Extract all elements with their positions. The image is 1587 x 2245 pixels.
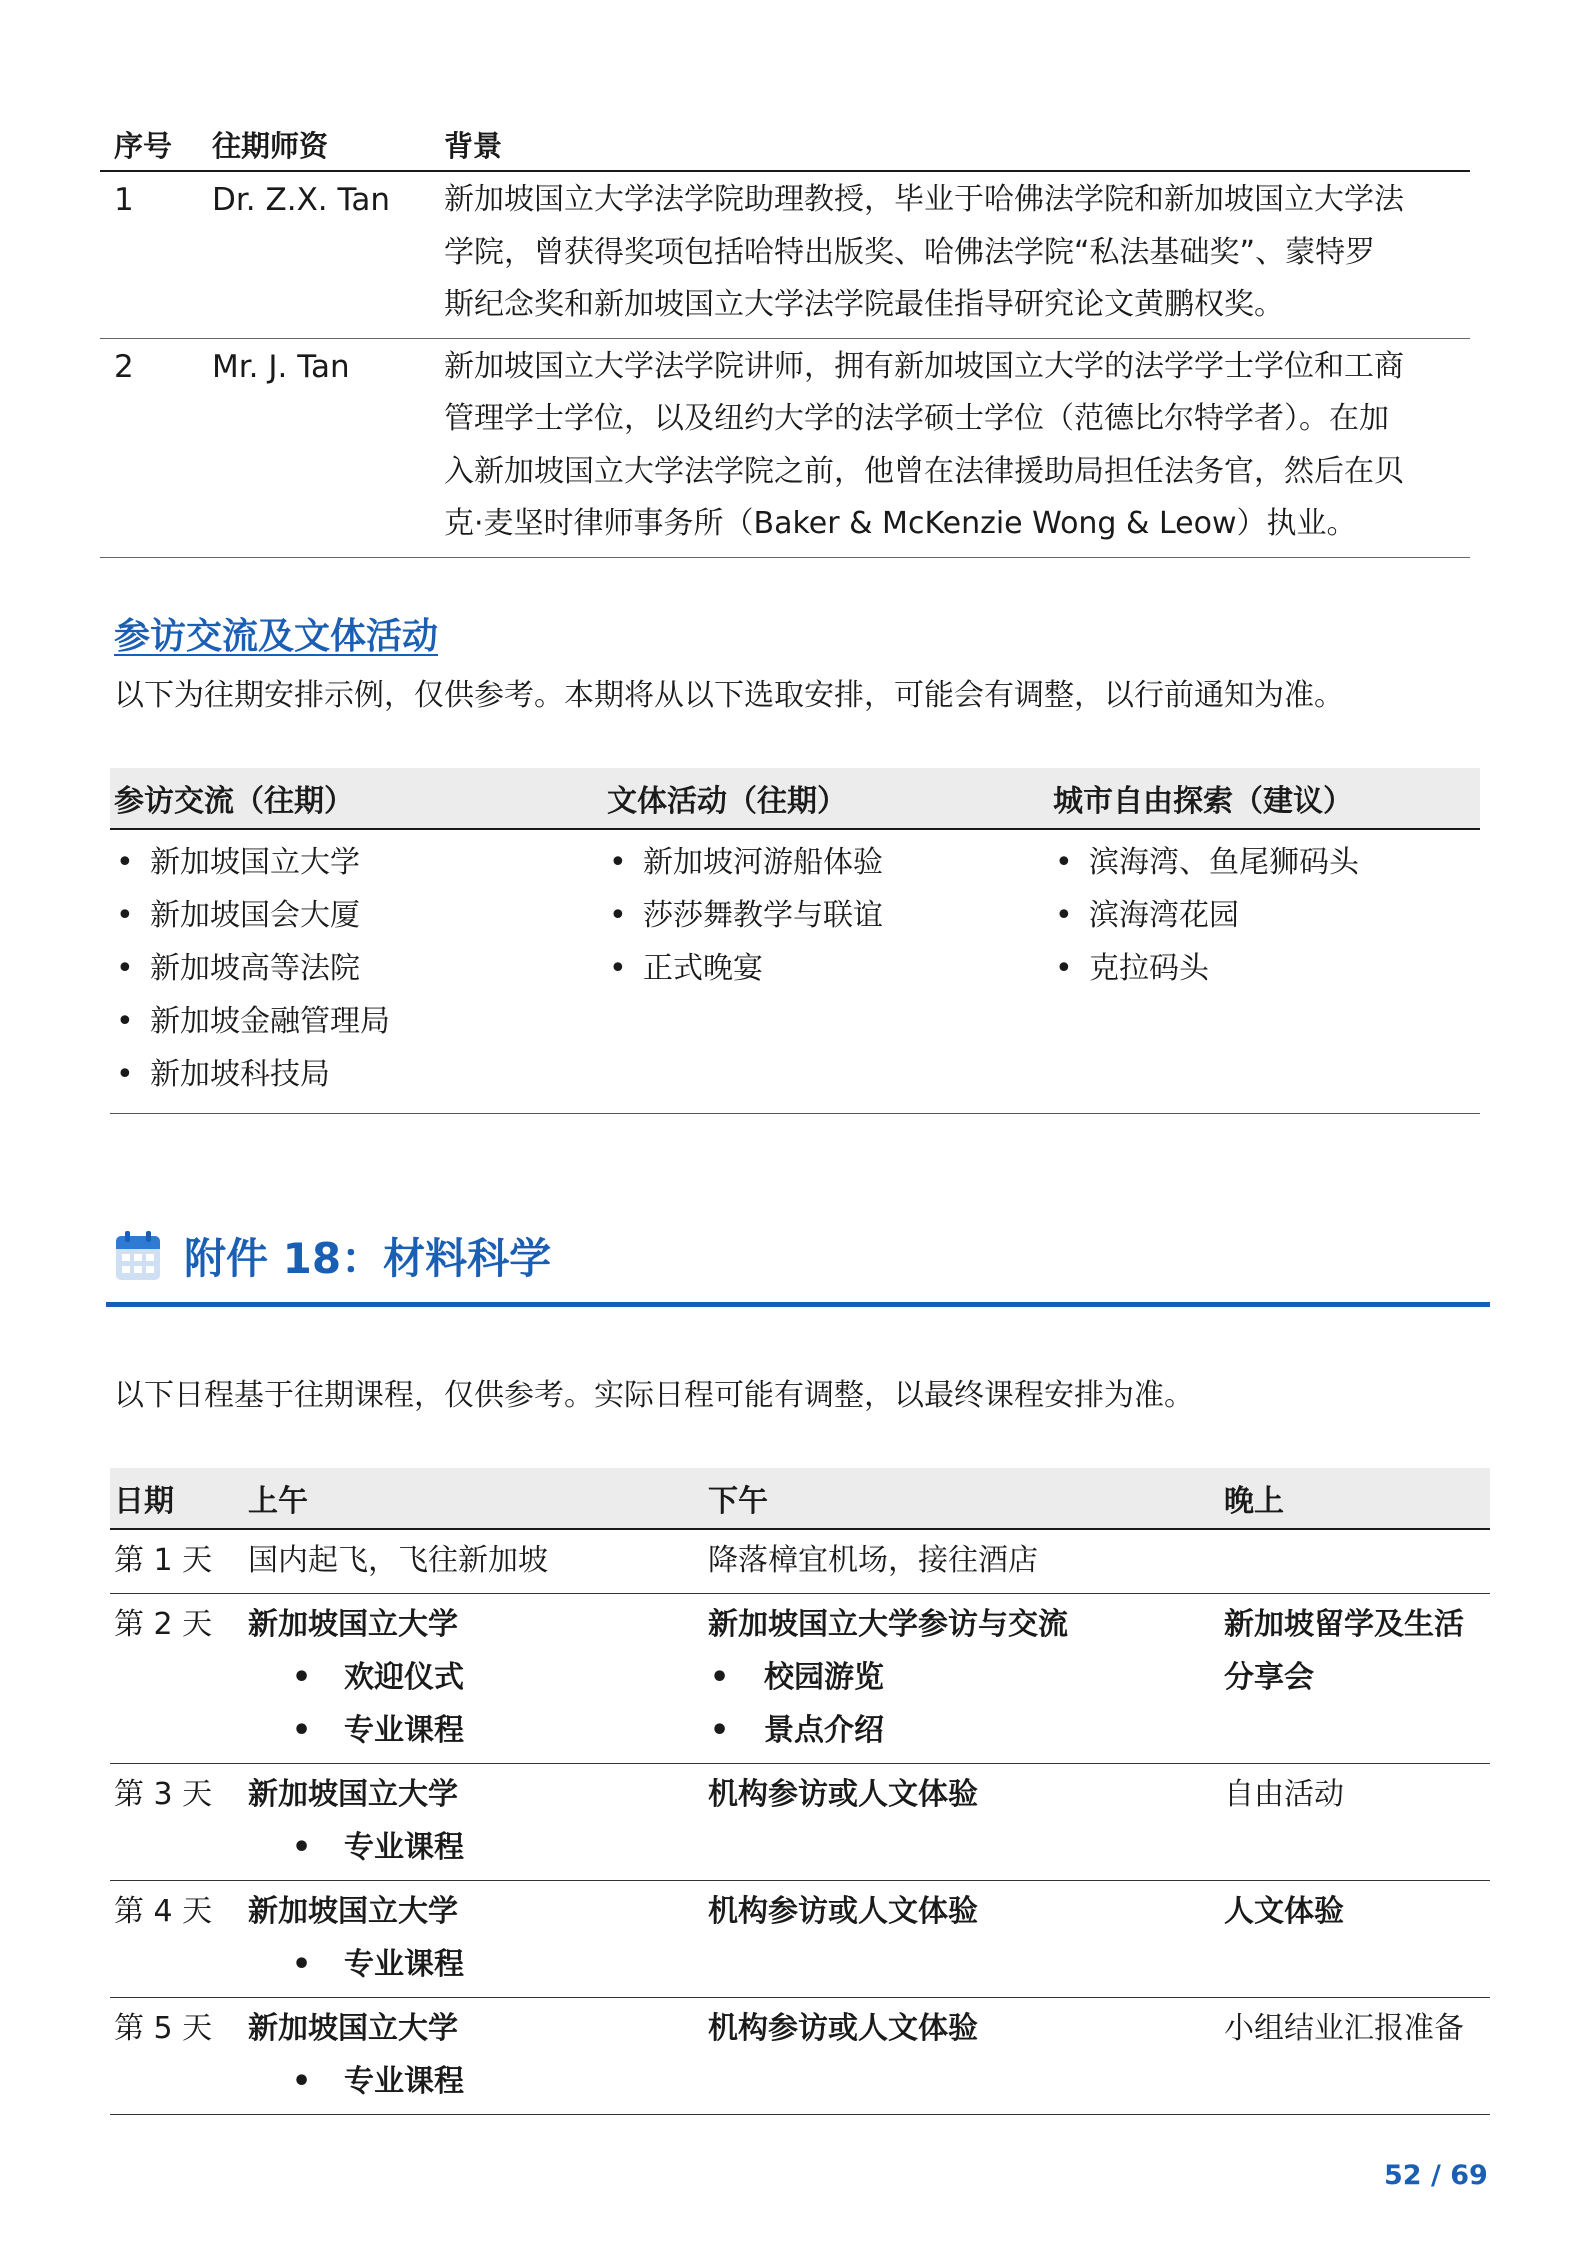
activities-table-body	[110, 830, 1480, 1113]
bullet-icon: •	[1055, 845, 1073, 880]
column-header-visits: 参访交流（往期）	[114, 784, 354, 819]
day-label: 第 3 天	[114, 1777, 213, 1812]
afternoon-item	[708, 1704, 1224, 1757]
list-item	[607, 889, 1053, 942]
table-row	[110, 1530, 1490, 1594]
morning-cell: 国内起飞，飞往新加坡	[248, 1543, 548, 1578]
morning-title: 新加坡国立大学	[248, 1777, 458, 1812]
table-row	[110, 1764, 1490, 1881]
morning-cell	[248, 1598, 708, 1757]
evening-cell: 小组结业汇报准备	[1224, 2011, 1464, 2046]
morning-cell	[248, 1885, 708, 1991]
background-line: 克·麦坚时律师事务所（Baker & McKenzie Wong & Leow）执业。	[444, 506, 1357, 541]
background-line: 入新加坡国立大学法学院之前，他曾在法律援助局担任法务官，然后在贝	[444, 453, 1404, 489]
bullet-icon: •	[116, 951, 134, 986]
list-item	[114, 836, 607, 889]
afternoon-item-text: 景点介绍	[764, 1713, 884, 1748]
background-line: 学院，曾获得奖项包括哈特出版奖、哈佛法学院“私法基础奖”、蒙特罗	[444, 234, 1376, 270]
bullet-icon: •	[116, 845, 134, 880]
bullet-icon: •	[116, 1004, 134, 1039]
appendix-heading	[114, 1226, 551, 1286]
morning-cell	[248, 2002, 708, 2108]
bullet-icon: •	[609, 845, 627, 880]
list-item-text: 滨海湾、鱼尾狮码头	[1089, 845, 1359, 880]
appendix-divider	[106, 1302, 1490, 1307]
column-header-city: 城市自由探索（建议）	[1053, 784, 1353, 819]
evening-cell: 人文体验	[1224, 1894, 1344, 1929]
morning-title: 新加坡国立大学	[248, 1607, 458, 1642]
column-header-number: 序号	[114, 128, 173, 163]
background-line: 管理学士学位，以及纽约大学的法学硕士学位（范德比尔特学者）。在加	[444, 401, 1389, 436]
schedule-table-header	[110, 1468, 1490, 1530]
bullet-icon: •	[292, 1947, 312, 1982]
culture-column	[607, 836, 1053, 1101]
background-line: 斯纪念奖和新加坡国立大学法学院最佳指导研究论文黄鹏权奖。	[444, 287, 1284, 322]
afternoon-cell: 降落樟宜机场，接往酒店	[708, 1543, 1038, 1578]
appendix-title: 附件 18：材料科学	[184, 1234, 552, 1283]
list-item-text: 新加坡金融管理局	[150, 1004, 390, 1039]
day-label: 第 1 天	[114, 1543, 213, 1578]
morning-item-text: 专业课程	[344, 1713, 464, 1748]
list-item-text: 克拉码头	[1089, 951, 1209, 986]
afternoon-cell: 机构参访或人文体验	[708, 2011, 978, 2046]
afternoon-cell	[708, 1598, 1224, 1757]
bullet-icon: •	[292, 1830, 312, 1865]
evening-cell	[1224, 1598, 1490, 1757]
faculty-name: Dr. Z.X. Tan	[212, 182, 390, 218]
morning-title: 新加坡国立大学	[248, 2011, 458, 2046]
table-row	[110, 1594, 1490, 1764]
afternoon-item-text: 校园游览	[764, 1660, 884, 1695]
list-item-text: 新加坡国会大厦	[150, 898, 360, 933]
afternoon-cell: 机构参访或人文体验	[708, 1777, 978, 1812]
column-header-morning: 上午	[248, 1484, 308, 1519]
table-row	[110, 1881, 1490, 1998]
evening-cell: 自由活动	[1224, 1777, 1344, 1812]
faculty-name: Mr. J. Tan	[212, 348, 350, 385]
section-title-activities: 参访交流及文体活动	[114, 616, 439, 657]
table-row	[100, 339, 1470, 558]
bullet-icon: •	[292, 1713, 312, 1748]
list-item-text: 新加坡高等法院	[150, 951, 360, 986]
morning-item	[248, 1651, 708, 1704]
list-item	[1053, 889, 1480, 942]
list-item	[607, 836, 1053, 889]
faculty-table-header	[100, 118, 1470, 172]
faculty-table	[100, 118, 1470, 558]
schedule-table	[110, 1468, 1490, 2115]
table-row	[100, 172, 1470, 339]
list-item-text: 新加坡科技局	[150, 1057, 330, 1092]
row-number: 1	[114, 182, 134, 218]
page-number: 52 / 69	[1384, 2160, 1488, 2191]
list-item	[1053, 942, 1480, 995]
list-item-text: 正式晚宴	[643, 951, 763, 986]
list-item-text: 莎莎舞教学与联谊	[643, 898, 883, 933]
evening-cell	[1224, 1534, 1490, 1587]
visits-list	[114, 836, 607, 1101]
bullet-icon: •	[710, 1713, 730, 1748]
morning-item-text: 专业课程	[344, 1830, 464, 1865]
column-header-culture: 文体活动（往期）	[607, 784, 847, 819]
faculty-background	[444, 174, 1470, 332]
visits-column	[110, 836, 607, 1101]
list-item	[1053, 836, 1480, 889]
bullet-icon: •	[710, 1660, 730, 1695]
row-number: 2	[114, 348, 134, 385]
afternoon-cell: 机构参访或人文体验	[708, 1894, 978, 1929]
morning-item	[248, 1704, 708, 1757]
city-list	[1053, 836, 1480, 995]
column-header-evening: 晚上	[1224, 1484, 1284, 1519]
morning-item-text: 专业课程	[344, 2064, 464, 2099]
bullet-icon: •	[609, 951, 627, 986]
list-item-text: 滨海湾花园	[1089, 898, 1239, 933]
culture-list	[607, 836, 1053, 995]
calendar-icon	[114, 1230, 162, 1282]
list-item	[114, 995, 607, 1048]
column-header-faculty: 往期师资	[212, 128, 329, 163]
column-header-afternoon: 下午	[708, 1484, 768, 1519]
background-line: 新加坡国立大学法学院助理教授，毕业于哈佛法学院和新加坡国立大学法	[444, 182, 1404, 217]
morning-cell	[248, 1768, 708, 1874]
bullet-icon: •	[1055, 898, 1073, 933]
bullet-icon: •	[292, 2064, 312, 2099]
list-item	[607, 942, 1053, 995]
faculty-background	[444, 341, 1470, 551]
day-label: 第 4 天	[114, 1894, 213, 1929]
morning-item	[248, 1821, 708, 1874]
table-row	[110, 1998, 1490, 2115]
list-item	[114, 942, 607, 995]
bullet-icon: •	[116, 1057, 134, 1092]
day-label: 第 5 天	[114, 2011, 213, 2046]
morning-item	[248, 2055, 708, 2108]
list-item-text: 新加坡河游船体验	[643, 845, 883, 880]
evening-line: 新加坡留学及生活	[1224, 1607, 1464, 1642]
city-column	[1053, 836, 1480, 1101]
morning-item-text: 欢迎仪式	[344, 1660, 464, 1695]
background-line: 新加坡国立大学法学院讲师，拥有新加坡国立大学的法学学士学位和工商	[444, 348, 1404, 384]
list-item	[114, 889, 607, 942]
activities-table-header	[110, 768, 1480, 830]
bullet-icon: •	[1055, 951, 1073, 986]
afternoon-item	[708, 1651, 1224, 1704]
bullet-icon: •	[292, 1660, 312, 1695]
appendix-note: 以下日程基于往期课程，仅供参考。实际日程可能有调整，以最终课程安排为准。	[114, 1378, 1194, 1413]
activities-note: 以下为往期安排示例，仅供参考。本期将从以下选取安排，可能会有调整，以行前通知为准。	[114, 678, 1344, 713]
bullet-icon: •	[609, 898, 627, 933]
column-header-date: 日期	[114, 1484, 174, 1519]
evening-line: 分享会	[1224, 1660, 1314, 1695]
day-label: 第 2 天	[114, 1607, 213, 1642]
morning-title: 新加坡国立大学	[248, 1894, 458, 1929]
activities-table	[110, 768, 1480, 1114]
list-item-text: 新加坡国立大学	[150, 845, 360, 880]
bullet-icon: •	[116, 898, 134, 933]
list-item	[114, 1048, 607, 1101]
morning-item	[248, 1938, 708, 1991]
afternoon-title: 新加坡国立大学参访与交流	[708, 1607, 1068, 1642]
morning-item-text: 专业课程	[344, 1947, 464, 1982]
column-header-background: 背景	[444, 128, 503, 163]
